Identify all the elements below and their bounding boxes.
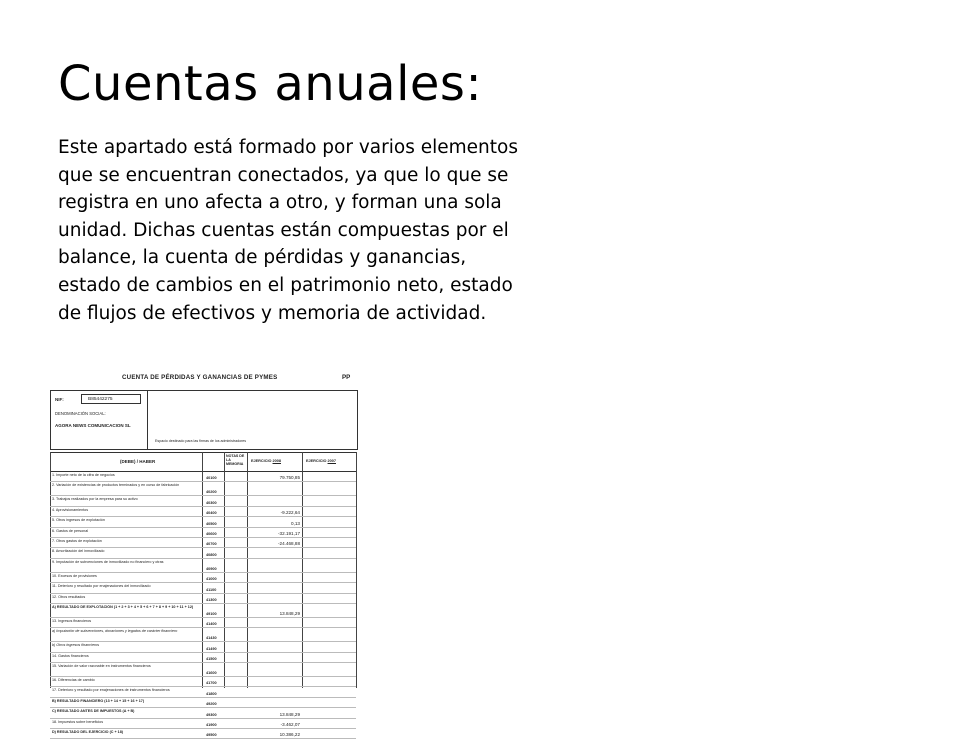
row-label: 12. Otros resultados <box>52 594 86 599</box>
ejercicio-1-year: 2008 <box>272 459 281 463</box>
row-label: D) RESULTADO DEL EJERCICIO (C + 18) <box>52 730 123 735</box>
row-code: 40700 <box>206 542 217 547</box>
table-row <box>50 653 356 663</box>
table-row <box>50 708 356 718</box>
column-header-ejercicio-2 <box>306 459 336 463</box>
table-row <box>50 618 356 628</box>
table-row <box>50 594 356 604</box>
row-code: 49100 <box>206 611 217 616</box>
row-code: 41430 <box>206 636 217 641</box>
row-label: 13. Ingresos financieros <box>52 618 92 623</box>
table-row <box>50 698 356 708</box>
form-header-box <box>50 390 358 450</box>
row-code: 40100 <box>206 476 217 481</box>
row-code: 41500 <box>206 657 217 662</box>
column-header-notas: NOTAS DE LA MEMORIA <box>226 454 245 467</box>
row-code: 40500 <box>206 521 217 526</box>
row-label: 18. Impuestos sobre beneficios <box>52 719 104 724</box>
row-code: 41800 <box>206 691 217 696</box>
row-code: 41100 <box>206 587 217 592</box>
row-code: 41300 <box>206 597 217 602</box>
table-row <box>50 583 356 593</box>
table-header <box>50 452 356 472</box>
row-code: 41600 <box>206 671 217 676</box>
row-label: 7. Otros gastos de explotación <box>52 538 102 543</box>
table-row <box>50 538 356 548</box>
row-label: 14. Gastos financieros <box>52 653 89 658</box>
denominacion-label: DENOMINACIÓN SOCIAL: <box>55 411 106 416</box>
table-row <box>50 677 356 687</box>
row-label: 11. Deterioro y resultado por enajenaciones del inmovilizado <box>52 584 151 589</box>
row-label: 6. Gastos de personal <box>52 528 89 533</box>
table-row <box>50 496 356 506</box>
column-header-ejercicio-1 <box>251 459 281 463</box>
row-code: 40600 <box>206 531 217 536</box>
row-code: 41490 <box>206 646 217 651</box>
table-row <box>50 729 356 739</box>
row-value: 0,13 <box>291 520 300 526</box>
slide-body-text: Este apartado está formado por varios elementos que se encuentran conectados, ya que lo que se registra en uno afecta a otro, y forman una sola unidad. Dichas cuentas están compuestas por el balance, la cuenta de pérdidas y ganancias, estado de cambios en el patrimonio neto, estado de flujos de efectivos y memoria de actividad. <box>58 137 518 324</box>
signature-note: Espacio destinado para las firmas de los administradores <box>155 439 247 443</box>
row-label: 15. Variación de valor razonable en instrumentos financieros <box>52 664 151 669</box>
table-row <box>50 719 356 729</box>
slide-title: Cuentas anuales: <box>58 56 483 112</box>
row-code: 49200 <box>206 702 217 707</box>
row-code: 40900 <box>206 566 217 571</box>
row-code: 49300 <box>206 712 217 717</box>
denominacion-value: AGORA NEWS COMUNICACION SL <box>55 423 131 428</box>
row-label: C) RESULTADO ANTES DE IMPUESTOS (A + B) <box>52 709 135 714</box>
row-label: A) RESULTADO DE EXPLOTACIÓN (1 + 2 + 3 + 4 + 5 + 6 + 7 + 8 + 9 + 10 + 11 + 12) <box>52 604 194 609</box>
row-code: 40200 <box>206 490 217 495</box>
nif-value: B85442275 <box>81 394 141 404</box>
table-row <box>50 517 356 527</box>
table-row <box>50 573 356 583</box>
row-label: 10. Excesos de provisiones <box>52 573 97 578</box>
table-row <box>50 663 356 677</box>
row-value: 79.750,85 <box>279 475 300 481</box>
ejercicio-1-label: EJERCICIO <box>251 459 272 463</box>
table-border-right <box>356 452 357 688</box>
table-row <box>50 507 356 517</box>
row-code: 41000 <box>206 577 217 582</box>
form-title: CUENTA DE PÉRDIDAS Y GANANCIAS DE PYMES <box>122 374 278 381</box>
row-code: 41900 <box>206 723 217 728</box>
row-code: 40300 <box>206 500 217 505</box>
table-row <box>50 559 356 573</box>
header-divider <box>147 391 148 449</box>
table-row <box>50 472 356 482</box>
row-label: 16. Diferencias de cambio <box>52 678 95 683</box>
row-value: -9.222,64 <box>280 510 300 516</box>
row-label: 8. Amortización del inmovilizado <box>52 549 105 554</box>
form-code: PP <box>342 374 351 381</box>
profit-loss-form-image <box>48 370 360 738</box>
row-code: 41700 <box>206 681 217 686</box>
row-label: 4. Aprovisionamientos <box>52 507 89 512</box>
row-value: -3.462,07 <box>280 722 300 728</box>
row-value: -32.191,17 <box>278 530 300 536</box>
row-code: 40400 <box>206 511 217 516</box>
row-label: 2. Variación de existencias de productos terminados y en curso de fabricación <box>52 483 180 488</box>
row-code: 49500 <box>206 733 217 738</box>
table-row <box>50 604 356 618</box>
row-label: 3. Trabajos realizados por la empresa para su activo <box>52 497 138 502</box>
row-label: 17. Deterioro y resultado por enajenaciones de instrumentos financieros <box>52 688 170 693</box>
row-label: 9. Imputación de subvenciones de inmovilizado no financiero y otras <box>52 559 164 564</box>
table-row <box>50 687 356 697</box>
row-value: 13.848,29 <box>279 711 300 717</box>
ejercicio-2-label: EJERCICIO <box>306 459 327 463</box>
row-code: 41400 <box>206 622 217 627</box>
table-row <box>50 528 356 538</box>
nif-label: NIF: <box>55 397 64 402</box>
row-label: b) Otros ingresos financieros <box>52 643 100 648</box>
row-value: 13.848,29 <box>279 610 300 616</box>
table-row <box>50 482 356 496</box>
row-label: 5. Otros ingresos de explotación <box>52 518 105 523</box>
row-label: a) Imputación de subvenciones, donaciones y legados de carácter financiero <box>52 629 178 634</box>
row-value: -24.468,88 <box>278 541 300 547</box>
row-label: B) RESULTADO FINANCIERO (13 + 14 + 15 + 16 + 17) <box>52 698 145 703</box>
column-header-debe-haber: (DEBE) / HABER <box>120 459 156 464</box>
row-code: 40800 <box>206 552 217 557</box>
ejercicio-2-year: 2007 <box>327 459 336 463</box>
row-value: 10.386,22 <box>279 732 300 738</box>
form-rows <box>50 472 356 739</box>
table-row <box>50 642 356 652</box>
table-row <box>50 628 356 642</box>
row-label: 1. Importe neto de la cifra de negocios <box>52 473 115 477</box>
table-row <box>50 548 356 558</box>
